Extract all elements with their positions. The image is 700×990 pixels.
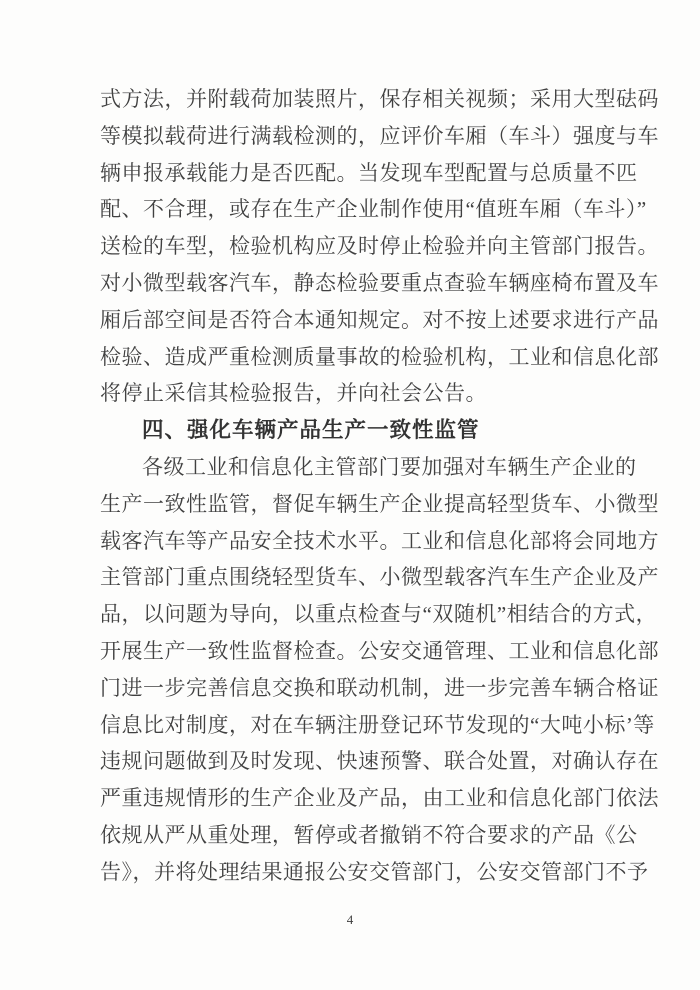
text-line: 送检的车型，检验机构应及时停止检验并向主管部门报告。 (100, 234, 659, 259)
text-line: 辆申报承载能力是否匹配。当发现车型配置与总质量不匹 (100, 160, 638, 185)
text-line: 违规问题做到及时发现、快速预警、联合处置，对确认存在 (100, 749, 659, 774)
body-text (100, 81, 659, 891)
text-line: 严重违规情形的生产企业及产品，由工业和信息化部门依法 (100, 786, 659, 811)
text-line: 等模拟载荷进行满载检测的，应评价车厢（车斗）强度与车 (100, 123, 659, 148)
text-line: 各级工业和信息化主管部门要加强对车辆生产企业的 (142, 454, 637, 479)
text-line: 品，以问题为导向，以重点检查与“双随机”相结合的方式， (100, 602, 658, 627)
text-line: 信息比对制度，对在车辆注册登记环节发现的“大吨小标’等 (100, 712, 655, 737)
text-line: 依规从严从重处理，暂停或者撤销不符合要求的产品《公 (100, 822, 638, 847)
text-line: 厢后部空间是否符合本通知规定。对不按上述要求进行产品 (100, 307, 659, 332)
text-line: 将停止采信其检验报告，并向社会公告。 (100, 381, 487, 406)
text-line: 式方法，并附载荷加装照片，保存相关视频；采用大型砝码 (100, 87, 659, 111)
text-line: 检验、造成严重检测质量事故的检验机构，工业和信息化部 (100, 344, 659, 369)
text-line: 载客汽车等产品安全技术水平。工业和信息化部将会同地方 (100, 528, 659, 553)
text-line: 配、不合理，或存在生产企业制作使用“值班车厢（车斗）” (100, 197, 647, 222)
section-heading: 四、强化车辆产品生产一致性监管 (142, 418, 480, 443)
text-line: 主管部门重点围绕轻型货车、小微型载客汽车生产企业及产 (100, 565, 659, 590)
text-line: 告》，并将处理结果通报公安交管部门，公安交管部门不予 (100, 859, 649, 884)
text-line: 生产一致性监管，督促车辆生产企业提高轻型货车、小微型 (100, 491, 659, 516)
text-line: 开展生产一致性监督检查。公安交通管理、工业和信息化部 (100, 638, 659, 663)
page-number: 4 (346, 912, 354, 927)
text-line: 对小微型载客汽车，静态检验要重点查验车辆座椅布置及车 (100, 270, 659, 295)
text-line: 门进一步完善信息交换和联动机制，进一步完善车辆合格证 (100, 675, 659, 700)
